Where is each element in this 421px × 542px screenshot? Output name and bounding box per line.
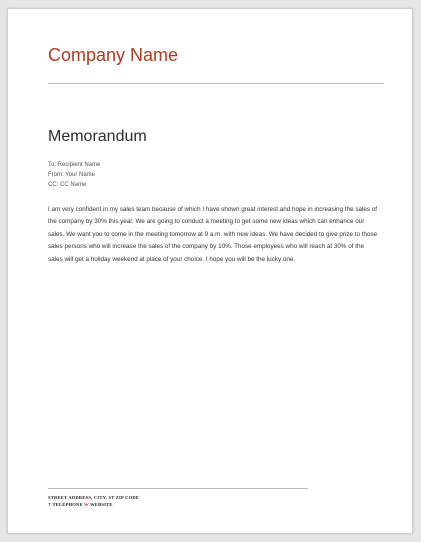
footer-address: STREET ADDRESS, CITY, ST ZIP CODE (48, 495, 140, 500)
document-page (7, 8, 413, 534)
footer-contact (48, 501, 139, 508)
memo-title: Memorandum (48, 128, 147, 145)
from-line: From: Your Name (48, 172, 96, 178)
memo-recipients (48, 160, 100, 190)
telephone-marker: T (48, 502, 52, 507)
memo-body: I am very confident in my sales team because of which I have shown great interest and hope in increasing the sales of the company by 30% this year. We are going to conduct a meeting to get some new ideas which can enhance our sales. We want you to come in the meeting tomorrow at 9 a.m. with new ideas. We have decided to give prize to those sales persons who will increase the sales of the company by 10%. Those employees who will reach at 30% of the sales will get a holiday weekend at place of your choice. I hope you will be the lucky one. (48, 206, 378, 263)
website-marker: W (84, 502, 89, 507)
footer-telephone: TELEPHONE (52, 502, 83, 507)
header-divider (48, 83, 384, 84)
cc-line: CC: CC Name (48, 182, 87, 188)
to-line: To: Recipient Name (48, 162, 101, 168)
footer-divider (48, 488, 308, 489)
footer-website: WEBSITE (90, 502, 113, 507)
company-name: Company Name (48, 45, 179, 65)
footer (48, 494, 139, 508)
